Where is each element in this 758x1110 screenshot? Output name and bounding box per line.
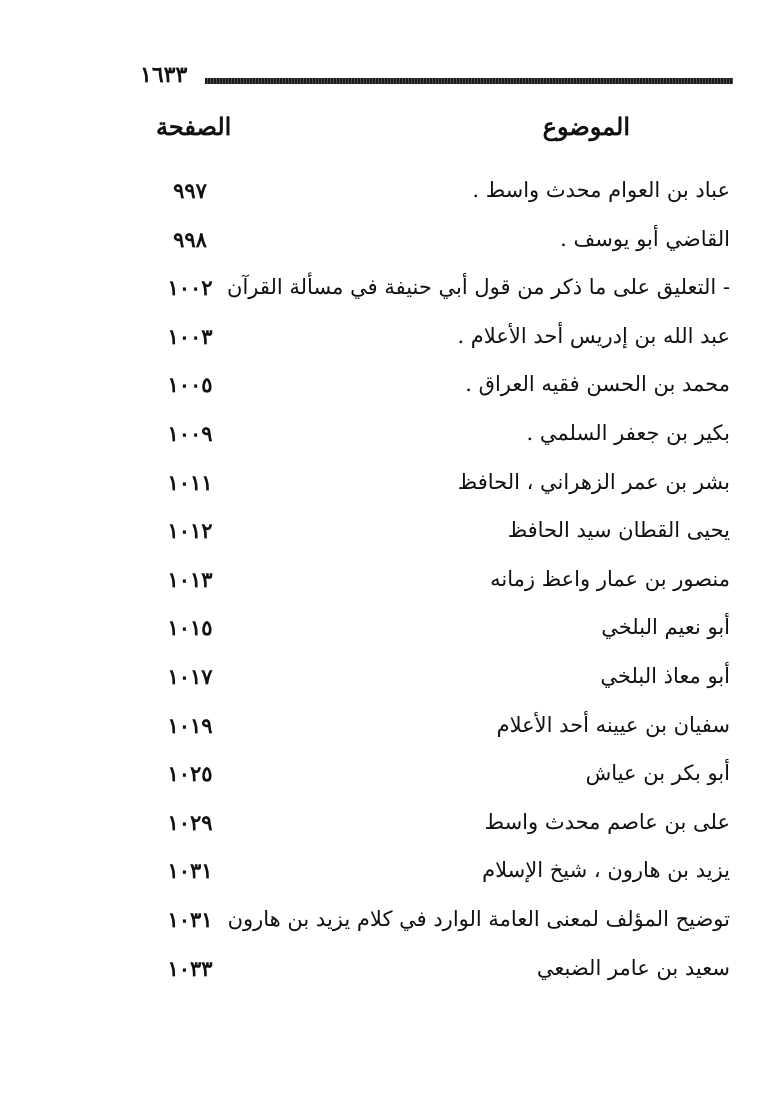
toc-page-number: ١٠٢٩ bbox=[167, 809, 213, 835]
toc-row bbox=[0, 607, 758, 656]
table-of-contents bbox=[0, 170, 758, 996]
toc-row bbox=[0, 656, 758, 705]
toc-topic: يحيى القطان سيد الحافظ bbox=[507, 518, 730, 543]
toc-page-number: ١٠٠٥ bbox=[167, 372, 213, 398]
toc-page-number: ١٠١٣ bbox=[167, 566, 213, 592]
header-rule bbox=[205, 78, 733, 84]
toc-page-number: ١٠١٢ bbox=[167, 518, 213, 544]
toc-topic: - التعليق على ما ذكر من قول أبي حنيفة في مسألة القرآن bbox=[227, 275, 730, 300]
toc-row bbox=[0, 510, 758, 559]
column-header-topic: الموضوع bbox=[542, 112, 630, 141]
toc-page-number: ١٠٣١ bbox=[167, 906, 213, 932]
toc-topic: عبد الله بن إدريس أحد الأعلام . bbox=[457, 323, 730, 348]
toc-row bbox=[0, 462, 758, 511]
toc-row bbox=[0, 948, 758, 997]
toc-page-number: ١٠١٧ bbox=[167, 663, 213, 689]
toc-row bbox=[0, 705, 758, 754]
toc-row bbox=[0, 559, 758, 608]
toc-page-number: ١٠٠٩ bbox=[167, 420, 213, 446]
toc-row bbox=[0, 802, 758, 851]
toc-topic: يزيد بن هارون ، شيخ الإسلام bbox=[482, 858, 730, 883]
toc-page-number: ١٠٣٣ bbox=[167, 955, 213, 981]
toc-topic: أبو نعيم البلخي bbox=[601, 615, 730, 640]
toc-page-number: ١٠٠٢ bbox=[167, 275, 213, 301]
toc-page-number: ١٠١١ bbox=[167, 469, 213, 495]
toc-page-number: ١٠٣١ bbox=[167, 858, 213, 884]
toc-page-number: ١٠١٥ bbox=[167, 615, 213, 641]
toc-row bbox=[0, 170, 758, 219]
toc-topic: سفيان بن عيينه أحد الأعلام bbox=[496, 712, 730, 737]
toc-page-number: ١٠٢٥ bbox=[167, 761, 213, 787]
toc-topic: القاضي أبو يوسف . bbox=[560, 226, 730, 251]
toc-topic: بكير بن جعفر السلمي . bbox=[526, 420, 730, 445]
toc-topic: عباد بن العوام محدث واسط . bbox=[472, 178, 730, 202]
toc-row bbox=[0, 364, 758, 413]
toc-row bbox=[0, 850, 758, 899]
toc-topic: أبو بكر بن عياش bbox=[585, 761, 730, 786]
toc-row bbox=[0, 899, 758, 948]
toc-topic: توضيح المؤلف لمعنى العامة الوارد في كلام يزيد بن هارون bbox=[227, 906, 730, 931]
toc-page-number: ٩٩٧ bbox=[173, 178, 207, 203]
toc-topic: بشر بن عمر الزهراني ، الحافظ bbox=[457, 469, 730, 494]
toc-row bbox=[0, 753, 758, 802]
toc-topic: على بن عاصم محدث واسط bbox=[484, 809, 730, 834]
toc-row bbox=[0, 316, 758, 365]
column-header-page: الصفحة bbox=[156, 112, 232, 141]
toc-topic: محمد بن الحسن فقيه العراق . bbox=[465, 372, 730, 397]
toc-page-number: ٩٩٨ bbox=[173, 226, 207, 252]
toc-row bbox=[0, 413, 758, 462]
toc-row bbox=[0, 267, 758, 316]
toc-page-number: ١٠٠٣ bbox=[167, 323, 213, 349]
toc-topic: منصور بن عمار واعظ زمانه bbox=[490, 566, 730, 591]
toc-page-number: ١٠١٩ bbox=[167, 712, 213, 738]
page-number: ١٦٣٣ bbox=[140, 62, 188, 88]
toc-row bbox=[0, 219, 758, 268]
toc-topic: سعيد بن عامر الضبعي bbox=[536, 955, 730, 980]
toc-topic: أبو معاذ البلخي bbox=[600, 663, 730, 688]
